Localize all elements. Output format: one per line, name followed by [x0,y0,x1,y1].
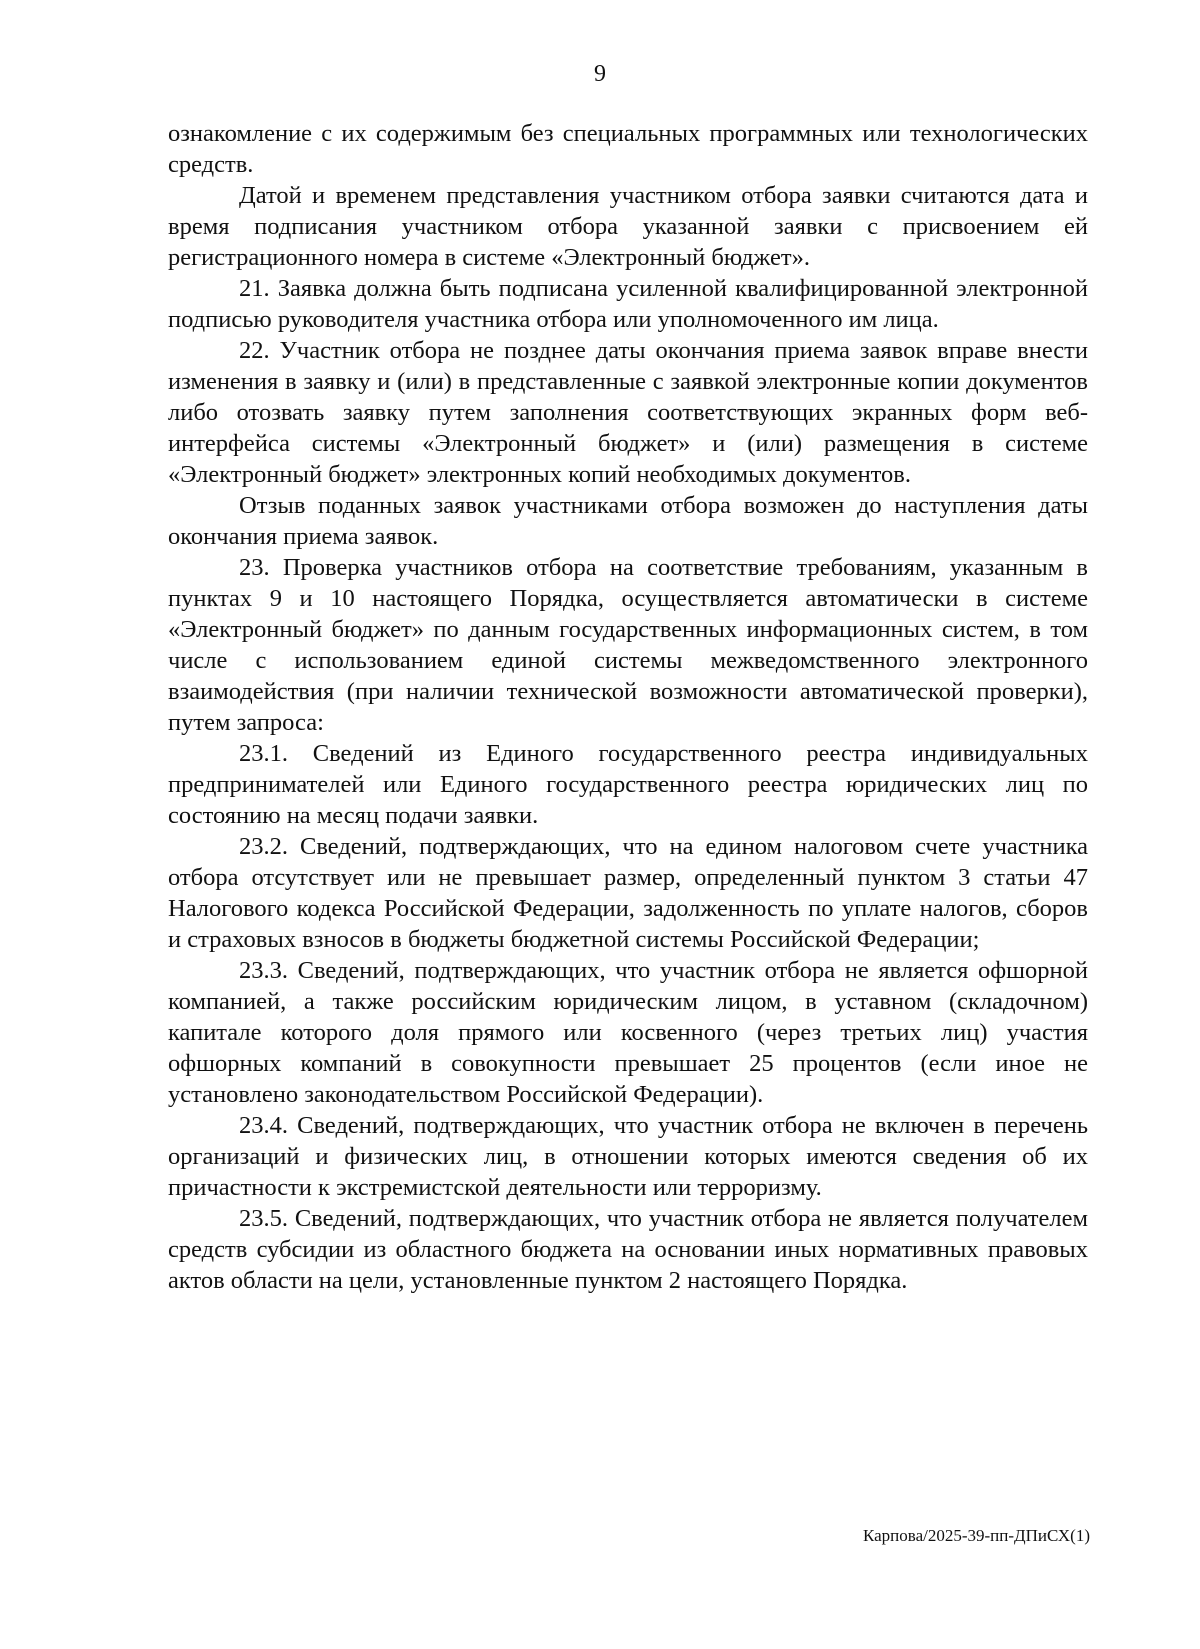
page-number: 9 [594,61,606,87]
paragraph-23-5: 23.5. Сведений, подтверждающих, что участник отбора не является получателем средств субсидии из областного бюджета на основании иных нормативных правовых актов области на цели, установленные пунктом 2 настоящего Порядка. [168,1205,1088,1294]
paragraph-22: 22. Участник отбора не позднее даты окончания приема заявок вправе внести изменения в заявку и (или) в представленные с заявкой электронные копии документов либо отозвать заявку путем заполнения соответствующих экранных форм веб-интерфейса системы «Электронный бюджет» и (или) размещения в системе «Электронный бюджет» электронных копий необходимых документов. [168,337,1088,488]
document-body [168,118,1088,1296]
paragraph-23-3: 23.3. Сведений, подтверждающих, что участник отбора не является офшорной компанией, а также российским юридическим лицом, в уставном (складочном) капитале которого доля прямого или косвенного (через третьих лиц) участия офшорных компаний в совокупности превышает 25 процентов (если иное не установлено законодательством Российской Федерации). [168,957,1088,1108]
paragraph-23-4: 23.4. Сведений, подтверждающих, что участник отбора не включен в перечень организаций и физических лиц, в отношении которых имеются сведения об их причастности к экстремистской деятельности или терроризму. [168,1112,1088,1201]
document-code: Карпова/2025-39-пп-ДПиСХ(1) [863,1526,1090,1545]
paragraph-withdrawal: Отзыв поданных заявок участниками отбора возможен до наступления даты окончания приема заявок. [168,492,1088,550]
paragraph-23-2: 23.2. Сведений, подтверждающих, что на едином налоговом счете участника отбора отсутствует или не превышает размер, определенный пунктом 3 статьи 47 Налогового кодекса Российской Федерации, задолженность по уплате налогов, сборов и страховых взносов в бюджеты бюджетной системы Российской Федерации; [168,833,1088,953]
paragraph-23: 23. Проверка участников отбора на соответствие требованиям, указанным в пунктах 9 и 10 настоящего Порядка, осуществляется автоматически в системе «Электронный бюджет» по данным государственных информационных систем, в том числе с использованием единой системы межведомственного электронного взаимодействия (при наличии технической возможности автоматической проверки), путем запроса: [168,554,1088,736]
paragraph-23-1: 23.1. Сведений из Единого государственного реестра индивидуальных предпринимателей или Единого государственного реестра юридических лиц по состоянию на месяц подачи заявки. [168,740,1088,829]
paragraph-21: 21. Заявка должна быть подписана усиленной квалифицированной электронной подписью руководителя участника отбора или уполномоченного им лица. [168,275,1088,333]
paragraph-submission-date: Датой и временем представления участником отбора заявки считаются дата и время подписания участником отбора указанной заявки с присвоением ей регистрационного номера в системе «Электронный бюджет». [168,182,1088,271]
paragraph-continuation: ознакомление с их содержимым без специальных программных или технологических средств. [168,120,1088,178]
